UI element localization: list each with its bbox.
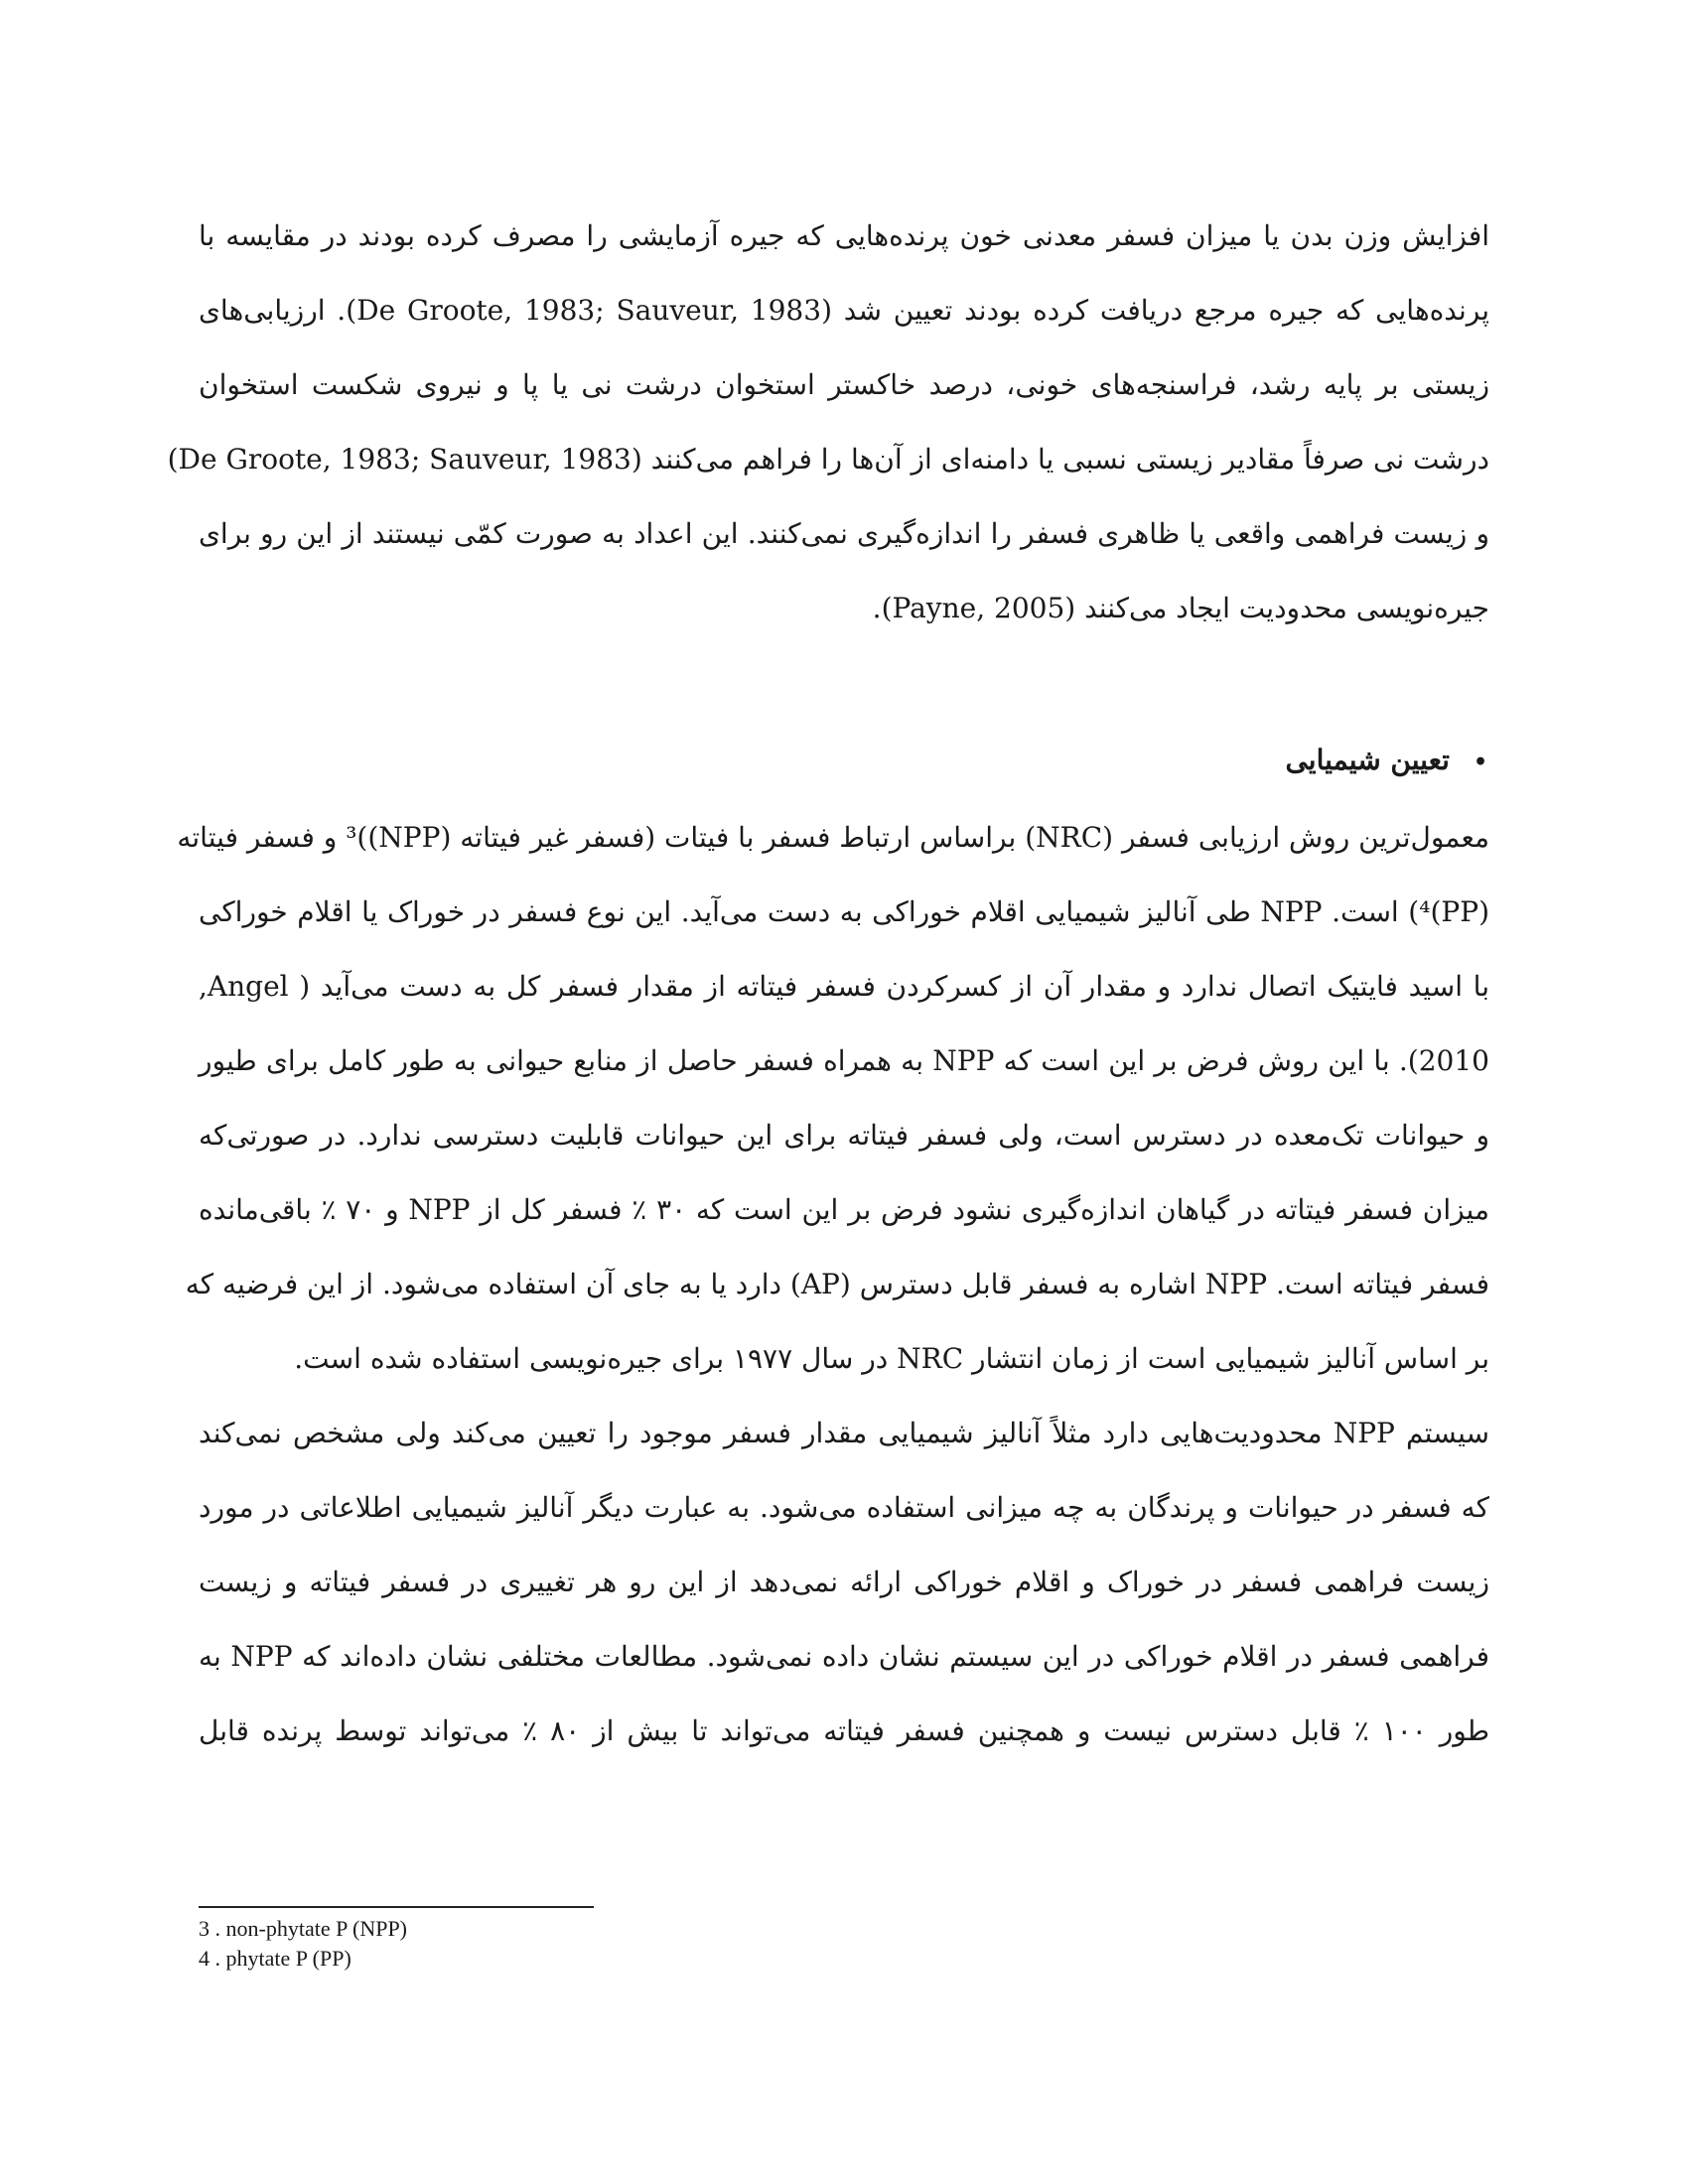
spacer: [199, 645, 1489, 723]
footnote-divider: [199, 1906, 594, 1908]
text-line: با اسید فایتیک اتصال ندارد و مقدار آن از کسرکردن فسفر فیتاته از مقدار فسفر کل به دست می‌آید ( Angel,: [199, 970, 1490, 1003]
text-line: که فسفر در حیوانات و پرندگان به چه میزانی استفاده می‌شود. به عبارت دیگر آنالیز شیمیایی اطلاعاتی در مورد: [199, 1491, 1489, 1524]
bullet-icon: •: [1473, 750, 1487, 775]
paragraph-3: [199, 1396, 1489, 1768]
text-line: جیره‌نویسی محدودیت ایجاد می‌کنند (Payne, 2005).: [872, 592, 1489, 624]
text-line: سیستم NPP محدودیت‌هایی دارد مثلاً آنالیز شیمیایی مقدار فسفر موجود را تعیین می‌کند ولی مشخص نمی‌کند: [199, 1417, 1489, 1449]
text-line: و زیست فراهمی واقعی یا ظاهری فسفر را اندازه‌گیری نمی‌کنند. این اعداد به صورت کمّی نیستند از این رو برای: [199, 517, 1489, 550]
section-heading: [199, 723, 1489, 800]
text-line: میزان فسفر فیتاته در گیاهان اندازه‌گیری نشود فرض بر این است که ۳۰ ٪ فسفر کل از NPP و ۷۰ ٪ باقی‌مانده: [199, 1193, 1489, 1226]
paragraph-2: [177, 800, 1490, 1396]
footnote-4: 4 . phytate P (PP): [199, 1946, 352, 1971]
document-body: [167, 199, 1490, 1768]
text-line: و حیوانات تک‌معده در دسترس است، ولی فسفر فیتاته برای این حیوانات قابلیت دسترسی ندارد. در صورتی‌که: [199, 1119, 1489, 1152]
footnotes: [199, 1914, 993, 1974]
text-line: طور ۱۰۰ ٪ قابل دسترس نیست و همچنین فسفر فیتاته می‌تواند تا بیش از ۸۰ ٪ می‌تواند توسط پرنده قابل: [199, 1714, 1490, 1747]
text-line: زیست فراهمی فسفر در خوراک و اقلام خوراکی ارائه نمی‌دهد از این رو هر تغییری در فسفر فیتاته و زیست: [199, 1566, 1489, 1598]
section-heading-text: تعیین شیمیایی: [1285, 744, 1450, 776]
footnote-3: 3 . non-phytate P (NPP): [199, 1916, 408, 1941]
text-line: افزایش وزن بدن یا میزان فسفر معدنی خون پرنده‌هایی که جیره آزمایشی را مصرف کرده بودند در مقایسه با: [199, 219, 1489, 252]
text-line: (PP)⁴) است. NPP طی آنالیز شیمیایی اقلام خوراکی به دست می‌آید. این نوع فسفر در خوراک یا اقلام خوراکی: [199, 895, 1490, 928]
text-line: درشت نی صرفاً مقادیر زیستی نسبی یا دامنه‌ای از آن‌ها را فراهم می‌کنند (De Groote, 1983; Sauveur, 1983): [167, 443, 1489, 476]
paragraph-1: [167, 199, 1489, 645]
text-line: فراهمی فسفر در اقلام خوراکی در این سیستم نشان داده نمی‌شود. مطالعات مختلفی نشان داده‌اند که NPP به: [199, 1640, 1489, 1673]
text-line: معمول‌ترین روش ارزیابی فسفر (NRC) براساس ارتباط فسفر با فیتات (فسفر غیر فیتاته (NPP))³ و فسفر فیتاته: [177, 821, 1489, 854]
text-line: زیستی بر پایه رشد، فراسنجه‌های خونی، درصد خاکستر استخوان درشت نی یا پا و نیروی شکست استخوان: [199, 368, 1489, 401]
text-line: 2010). با این روش فرض بر این است که NPP به همراه فسفر حاصل از منابع حیوانی به طور کامل برای طیور: [199, 1044, 1489, 1077]
text-line: پرنده‌هایی که جیره مرجع دریافت کرده بودند تعیین شد (De Groote, 1983; Sauveur, 1983). ارزیابی‌های: [199, 294, 1489, 327]
text-line: فسفر فیتاته است. NPP اشاره به فسفر قابل دسترس (AP) دارد یا به جای آن استفاده می‌شود. از این فرضیه که: [185, 1268, 1489, 1300]
text-line: بر اساس آنالیز شیمیایی است از زمان انتشار NRC در سال ۱۹۷۷ برای جیره‌نویسی استفاده شده است.: [294, 1342, 1489, 1375]
